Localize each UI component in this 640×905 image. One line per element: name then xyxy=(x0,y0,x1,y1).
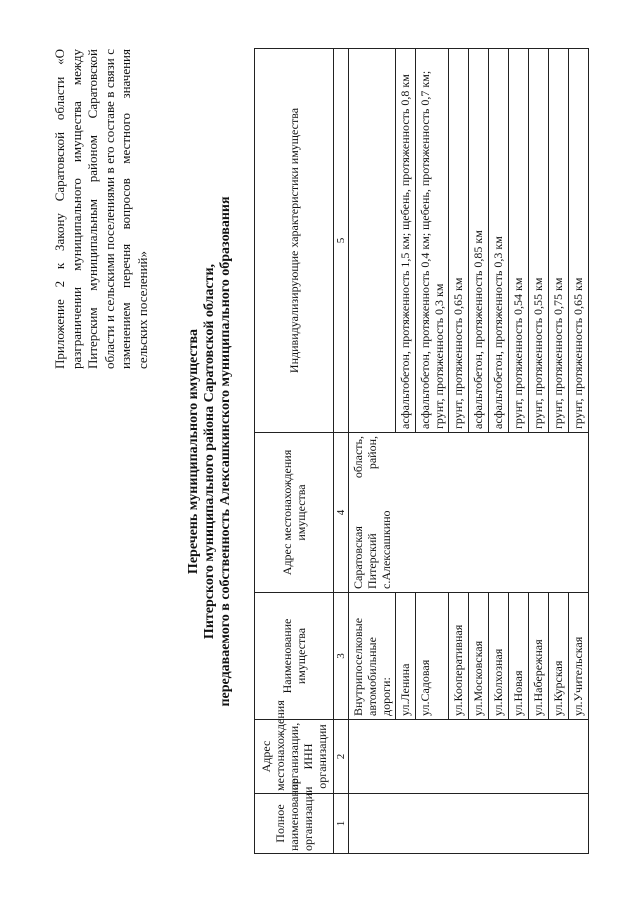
group-empty-cell xyxy=(349,49,396,433)
header-property-address: Адрес местонахождения имущества xyxy=(255,433,334,593)
header-org-address: Адрес местонахождения организации, ИНН организации xyxy=(255,720,334,794)
property-name: ул.Курская xyxy=(549,593,569,720)
property-address-cell: Саратовская область, Питерский район, с.Алексашкино xyxy=(349,433,589,593)
property-name: ул.Кооперативная xyxy=(449,593,469,720)
property-characteristics: асфальтобетон, протяженность 0,4 км; щебень, протяженность 0,7 км; грунт, протяженность 0,3 км xyxy=(416,49,449,433)
org-name-cell xyxy=(349,794,589,854)
document-heading xyxy=(186,49,234,854)
property-characteristics: асфальтобетон, протяженность 1,5 км; щебень, протяженность 0,8 км xyxy=(396,49,416,433)
property-name: ул.Набережная xyxy=(529,593,549,720)
property-characteristics: грунт, протяженность 0,65 км xyxy=(449,49,469,433)
heading-line-3: передаваемого в собственность Алексашкинского муниципального образования xyxy=(218,196,233,707)
property-characteristics: асфальтобетон, протяженность 0,85 км xyxy=(469,49,489,433)
property-characteristics: грунт, протяженность 0,55 км xyxy=(529,49,549,433)
property-name: ул.Колхозная xyxy=(489,593,509,720)
heading-line-2: Питерского муниципального района Саратовской области, xyxy=(202,263,217,640)
header-characteristics: Индивидуализирующие характеристики имущества xyxy=(255,49,334,433)
property-table-wrap xyxy=(254,49,589,854)
heading-line-1: Перечень муниципального имущества xyxy=(186,328,201,575)
column-number: 4 xyxy=(334,433,349,593)
org-address-cell xyxy=(349,720,589,794)
property-characteristics: асфальтобетон, протяженность 0,3 км xyxy=(489,49,509,433)
header-property-name: Наименование имущества xyxy=(255,593,334,720)
property-name: ул.Московская xyxy=(469,593,489,720)
property-name: ул.Садовая xyxy=(416,593,449,720)
column-number: 5 xyxy=(334,49,349,433)
annex-note: Приложение 2 к Закону Саратовской области «О разграничении муниципального имущества между Питерским муниципальным районом Саратовской области и сельскими поселениями в его составе в связи с изменением перечня вопросов местного значения сельских поселений» xyxy=(52,49,150,369)
property-name: ул.Ленина xyxy=(396,593,416,720)
table-row-group xyxy=(349,49,396,854)
property-name: ул.Учительская xyxy=(569,593,589,720)
column-number: 2 xyxy=(334,720,349,794)
column-number-row xyxy=(334,49,349,854)
table-header-row xyxy=(255,49,334,854)
header-org-name: Полное наименование организации xyxy=(255,794,334,854)
property-characteristics: грунт, протяженность 0,75 км xyxy=(549,49,569,433)
property-characteristics: грунт, протяженность 0,65 км xyxy=(569,49,589,433)
column-number: 1 xyxy=(334,794,349,854)
property-name: ул.Новая xyxy=(509,593,529,720)
property-table xyxy=(254,48,589,854)
group-label: Внутрипоселковые автомобильные дороги: xyxy=(349,593,396,720)
column-number: 3 xyxy=(334,593,349,720)
property-characteristics: грунт, протяженность 0,54 км xyxy=(509,49,529,433)
